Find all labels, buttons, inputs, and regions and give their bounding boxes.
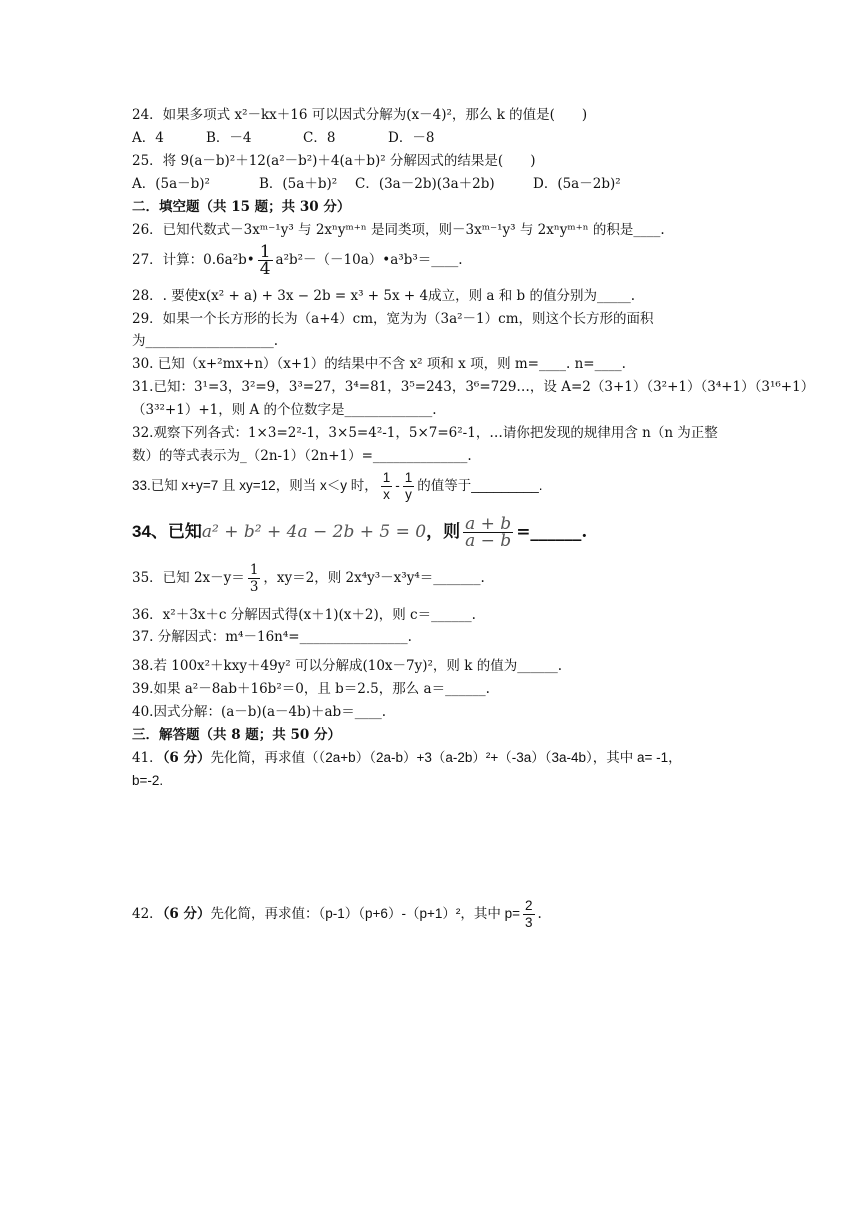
question-41-text: 先化简，再求值（（2a+b）（2a-b）+3（a-2b）²+（-3a）（3a-4b），其中 a= -1， xyxy=(210,750,682,765)
fraction-denominator: a − b xyxy=(465,531,512,551)
fraction-denominator: 4 xyxy=(259,259,271,279)
fraction-denominator: x xyxy=(383,486,390,502)
question-32-line-2: 数）的等式表示为_（2n-1）（2n+1）=______________. xyxy=(132,448,472,464)
question-27-pre: 27．计算：0.6a²b• xyxy=(132,252,255,268)
question-25-options xyxy=(132,175,621,193)
fraction-a-plus-b-over-a-minus-b xyxy=(463,516,513,549)
question-24-options xyxy=(132,129,434,147)
fraction-denominator: y xyxy=(405,486,412,502)
question-41-number: 41． xyxy=(132,750,163,766)
question-29-line-1: 29．如果一个长方形的长为（a+4）cm，宽为为（3a²－1）cm，则这个长方形的面积 xyxy=(132,311,654,327)
question-29-line-2: 为___________________. xyxy=(132,333,279,349)
section-heading-fill-in: 二．填空题（共 15 题；共 30 分） xyxy=(132,199,351,215)
question-38: 38.若 100x²＋kxy＋49y² 可以分解成(10x－7y)²，则 k 的值为______. xyxy=(132,658,562,674)
question-32-line-1: 32.观察下列各式：1×3=2²-1，3×5=4²-1，5×7=6²-1，…请你把发现的规律用含 n（n 为正整 xyxy=(132,425,718,441)
section-heading-solve: 三．解答题（共 8 题；共 50 分） xyxy=(132,727,341,743)
fraction-two-thirds xyxy=(523,898,535,931)
option-c: C．8 xyxy=(303,130,336,146)
question-34-pre: 、已知 xyxy=(150,522,202,542)
option-a: A．(5a－b)² xyxy=(132,176,210,192)
fraction-one-over-x xyxy=(381,470,393,503)
question-34-number: 34 xyxy=(132,522,151,541)
question-28: 28．. 要使x(x² + a) + 3x − 2b = x³ + 5x + 4成立，则 a 和 b 的值分别为_____. xyxy=(132,288,635,304)
fraction-numerator: 1 xyxy=(249,562,259,578)
question-24 xyxy=(132,106,587,124)
question-41-line-2: b=-2. xyxy=(132,773,164,788)
fraction-one-third xyxy=(248,562,261,595)
question-24-text: 24．如果多项式 x²－kx＋16 可以因式分解为(x－4)²，那么 k 的值是( ) xyxy=(132,107,588,123)
question-40: 40.因式分解：(a－b)(a－4b)＋ab＝____. xyxy=(132,704,386,720)
question-42-number: 42． xyxy=(132,906,163,922)
question-36: 36．x²＋3x＋c 分解因式得(x＋1)(x＋2)，则 c＝______. xyxy=(132,607,476,623)
question-41 xyxy=(132,749,682,767)
question-39: 39.如果 a²－8ab＋16b²＝0，且 b＝2.5，那么 a＝______. xyxy=(132,681,490,697)
question-33-pre: 33.已知 x+y=7 且 xy=12，则当 x＜y 时， xyxy=(132,478,378,493)
question-27 xyxy=(132,240,463,280)
option-d: D．－8 xyxy=(388,130,435,146)
question-31-line-1: 31.已知：3¹=3，3²=9，3³=27，3⁴=81，3⁵=243，3⁶=729…，设 A=2（3+1）（3²+1）（3⁴+1）（3¹⁶+1） xyxy=(132,379,815,395)
question-34-mid: ，则 xyxy=(426,522,461,542)
question-34 xyxy=(132,510,587,554)
question-35 xyxy=(132,558,485,598)
fraction-numerator: 1 xyxy=(259,242,271,262)
option-b: B．－4 xyxy=(206,130,252,146)
question-42-pre: 先化简，再求值：（p-1）（p+6）-（p+1）²，其中 p= xyxy=(210,906,520,921)
fraction-numerator: a + b xyxy=(465,514,512,534)
fraction-one-quarter xyxy=(258,244,273,277)
option-d: D．(5a－2b)² xyxy=(533,176,621,192)
question-30: 30. 已知（x+²mx+n）（x+1）的结果中不含 x² 项和 x 项，则 m=____. n=____. xyxy=(132,356,626,372)
question-37: 37. 分解因式：m⁴－16n⁴=________________. xyxy=(132,629,412,645)
question-42 xyxy=(132,894,542,934)
question-26: 26．已知代数式－3xᵐ⁻¹y³ 与 2xⁿyᵐ⁺ⁿ 是同类项，则－3xᵐ⁻¹y³ 与 2xⁿyᵐ⁺ⁿ 的积是____. xyxy=(132,222,665,238)
fraction-denominator: 3 xyxy=(524,915,533,930)
fraction-one-over-y xyxy=(403,470,415,503)
question-27-post: a²b²－（－10a）•a³b³＝____. xyxy=(275,252,463,268)
option-c: C．(3a－2b)(3a＋2b) xyxy=(355,176,495,192)
fraction-numerator: 1 xyxy=(382,469,391,485)
question-42-post: . xyxy=(537,906,542,922)
option-a: A．4 xyxy=(132,130,164,146)
question-33 xyxy=(132,466,543,506)
question-33-post: 的值等于_________. xyxy=(417,478,543,493)
question-42-score: （6 分） xyxy=(162,906,211,922)
fraction-numerator: 1 xyxy=(404,469,413,485)
option-b: B．(5a＋b)² xyxy=(259,176,338,192)
question-31-line-2: （3³²+1）+1，则 A 的个位数字是_____________. xyxy=(132,402,437,418)
question-25-text: 25．将 9(a－b)²＋12(a²－b²)＋4(a＋b)² 分解因式的结果是( ) xyxy=(132,153,536,169)
minus-sign: - xyxy=(395,478,400,493)
question-41-score: （6 分） xyxy=(162,750,211,766)
question-35-post: ，xy＝2，则 2x⁴y³－x³y⁴＝_______. xyxy=(263,570,485,586)
question-34-equation: a² + b² + 4a − 2b + 5 = 0 xyxy=(201,522,427,542)
question-25 xyxy=(132,152,535,170)
fraction-numerator: 2 xyxy=(524,898,533,913)
question-34-post: =______. xyxy=(516,522,588,542)
fraction-denominator: 3 xyxy=(249,579,259,595)
question-35-pre: 35．已知 2x－y＝ xyxy=(132,570,245,586)
